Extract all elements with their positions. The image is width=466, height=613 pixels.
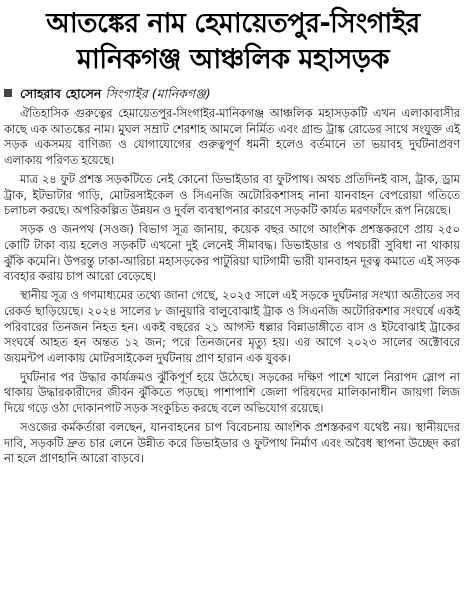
paragraph-5: দুর্ঘটনার পর উদ্ধার কার্যক্রমও ঝুঁকিপূর্ণ হয়ে উঠেছে। সড়কের দক্ষিণ পাশে খালে নিরাপদ স্লোপ না থাকায় উদ্ধারকারীদের জীবন ঝুঁকিতে পড়ছে। পাশাপাশি জেলা পরিষদের মালিকানাধীন জায়গা লিজ দিয়ে গড়ে ওঠা দোকানপাট সড়ক সংকুচিত করছে বলে অভিযোগ রয়েছে। xyxy=(4,369,460,416)
headline xyxy=(0,6,466,78)
headline-line-1: আতঙ্কের নাম হেমায়েতপুর-সিংগাইর xyxy=(46,8,420,39)
headline-line-2: মানিকগঞ্জ আঞ্চলিক মহাসড়ক xyxy=(77,44,389,75)
byline xyxy=(4,86,466,102)
paragraph-4: স্থানীয় সূত্র ও গণমাধ্যমের তথ্যে জানা গেছে, ২০২৫ সালে এই সড়কে দুর্ঘটনার সংখ্যা অতীতের সব রেকর্ড ছাড়িয়েছে। ২০২৪ সালের ৮ জানুয়ারি বালুবোঝাই ট্রাক ও সিএনজি অটোরিকশার সংঘর্ষে একই পরিবারের তিনজন নিহত হন। একই বছরের ২১ আগস্ট ধল্লার বিন্নাডাঙ্গীতে বাস ও ইটবোঝাই ট্রাকের সংঘর্ষে আহত হন অন্তত ১২ জন; পরে তিনজনের মৃত্যু হয়। এর আগে ২০২৩ সালের অক্টোবরে জয়মন্টপ এলাকায় মোটরসাইকেল দুর্ঘটনায় প্রাণ হারান এক যুবক। xyxy=(4,288,460,365)
paragraph-3: সড়ক ও জনপথ (সওজ) বিভাগ সূত্র জানায়, কয়েক বছর আগে আংশিক প্রশস্তকরণে প্রায় ২৫০ কোটি টাকা ব্যয় হলেও সড়কটি এখনো দুই লেনেই সীমাবদ্ধ। ডিভাইডার ও পথচারী সুবিধা না থাকায় ঝুঁকি কমেনি। উপরন্তু ঢাকা-আরিচা মহাসড়কের পাটুরিয়া ঘাটগামী ভারী যানবাহন দূরত্ব কমাতে এই সড়ক ব্যবহার করায় চাপ আরো বেড়েছে। xyxy=(4,222,460,284)
newspaper-clipping xyxy=(0,6,466,613)
paragraph-1: ঐতিহাসিক গুরুত্বের হেমায়েতপুর-সিংগাইর-মানিকগঞ্জ আঞ্চলিক মহাসড়কটি এখন এলাকাবাসীর কাছে এক আতঙ্কের নাম। মুঘল সম্রাট শেরশাহ আমলে নির্মিত এবং গ্রান্ড ট্রাঙ্ক রোডের সাথে সংযুক্ত এই সড়ক একসময় বাণিজ্য ও যোগাযোগের গুরুত্বপূর্ণ ধমনী হলেও বর্তমানে তা ভয়াবহ দুর্ঘটনাপ্রবণ এলাকায় পরিণত হয়েছে। xyxy=(4,106,460,167)
paragraph-6: সওজের কর্মকর্তারা বলছেন, যানবাহনের চাপ বিবেচনায় আংশিক প্রশস্তকরণ যথেষ্ট নয়। স্থানীয়দের দাবি, সড়কটি দ্রুত চার লেনে উন্নীত করে ডিভাইডার ও ফুটপাথ নির্মাণ এবং অবৈধ স্থাপনা উচ্ছেদ করা না হলে প্রাণহানি আরো বাড়বে। xyxy=(4,420,460,466)
byline-location: সিংগাইর (মানিকগঞ্জ) xyxy=(105,86,211,101)
paragraph-2: মাত্র ২৪ ফুট প্রশস্ত সড়কটিতে নেই কোনো ডিভাইডার বা ফুটপাথ। অথচ প্রতিদিনই বাস, ট্রাক, ড্রাম ট্রাক, ইটভাটার গাড়ি, মোটরসাইকেল ও সিএনজি অটোরিকশাসহ নানা যানবাহন বেপরোয়া গতিতে চলাচল করছে। অপরিকল্পিত উন্নয়ন ও দুর্বল ব্যবস্থাপনার কারণে সড়কটি কার্যত মরণফাঁদে রূপ নিয়েছে। xyxy=(4,171,460,218)
article-body xyxy=(0,106,466,467)
byline-bullet-icon xyxy=(4,89,12,97)
reporter-name: সোহরাব হোসেন xyxy=(19,86,102,101)
